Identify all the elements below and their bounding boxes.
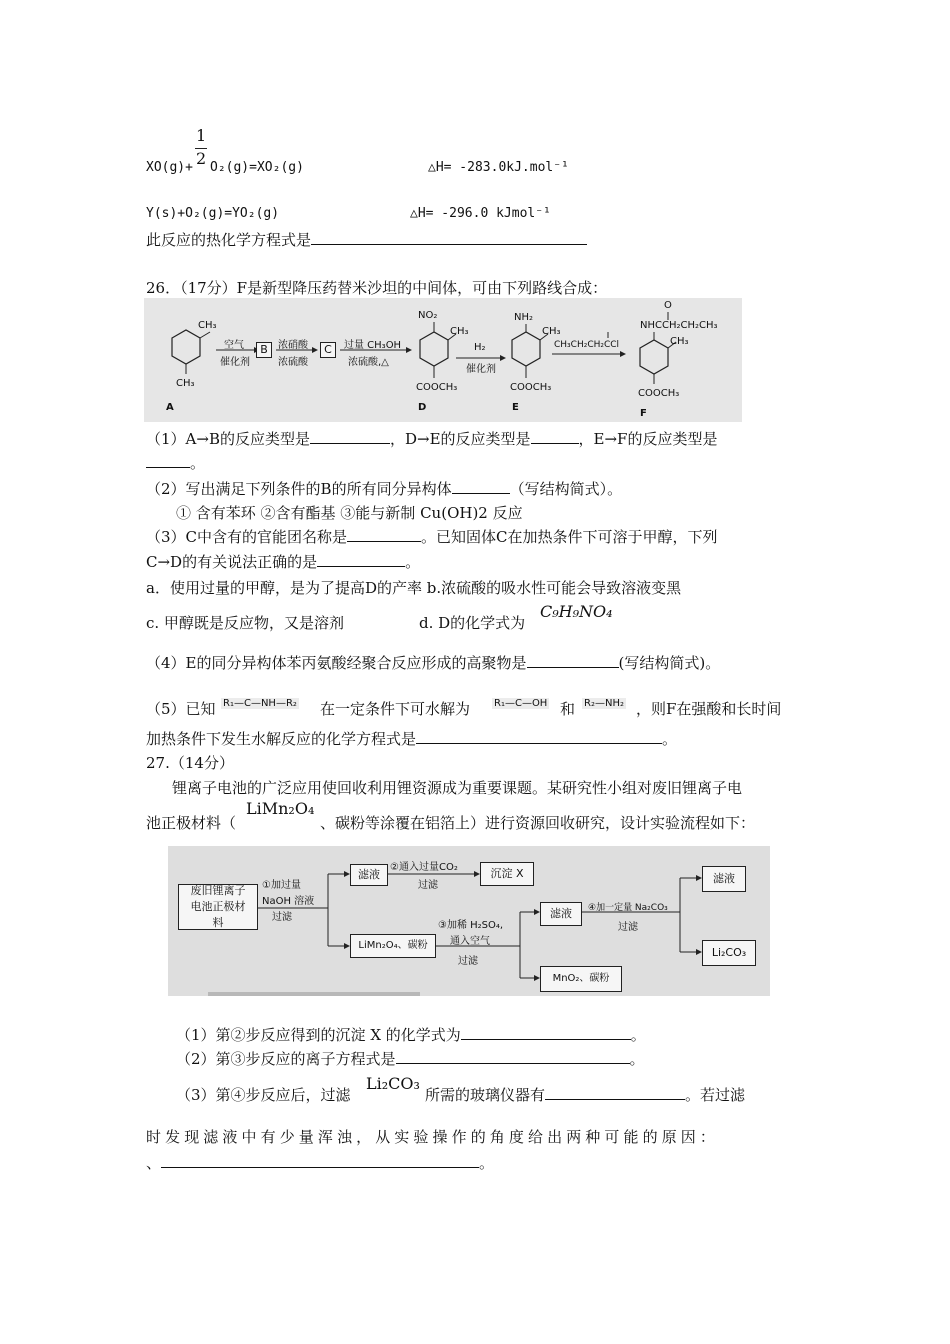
scan-artifact (208, 992, 420, 996)
arrowhead-4 (500, 355, 506, 361)
answer-blank[interactable] (527, 653, 619, 668)
fraction-denominator: 2 (196, 149, 207, 168)
q26-part3: （3）C中含有的官能团名称是 。已知固体C在加热条件下可溶于甲醇，下列 (146, 528, 718, 546)
a-ch3-bottom: CH₃ (176, 378, 195, 389)
benzene-ring-d (420, 332, 448, 366)
f-top: NHCCH₂CH₂CH₃ (640, 320, 718, 331)
step2-top: 浓硝酸 (278, 340, 308, 351)
answer-blank[interactable] (310, 429, 390, 444)
filtrate-1-box: 滤液 (350, 864, 388, 886)
benzene-ring-e (512, 332, 540, 366)
q27-part1: （1）第②步反应得到的沉淀 X 的化学式为 。 (176, 1026, 646, 1044)
compound-c-box: C (320, 342, 336, 358)
step1-a: ①加过量 (262, 880, 301, 891)
q27-part2: （2）第③步反应的离子方程式是 。 (176, 1050, 645, 1068)
step4-a: ④加一定量 Na₂CO₃ (588, 903, 668, 913)
q26-option-d: d. D的化学式为 (419, 614, 526, 632)
eq2: Y(s)+O₂(g)=YO₂(g) (146, 206, 280, 221)
f-o: O (664, 300, 672, 311)
step1-bottom: 催化剂 (220, 357, 250, 368)
eq2-enthalpy: △H= -296.0 kJmol⁻¹ (410, 206, 551, 221)
acid-formula: R₁—C—OH (494, 698, 548, 709)
q26-part5-text: 在一定条件下可水解为 (320, 700, 471, 718)
q27-part3e: 、 。 (146, 1154, 495, 1172)
mno2-box: MnO₂、碳粉 (540, 966, 622, 992)
step3-top: 过量 CH₃OH (344, 340, 402, 351)
d-no2: NO₂ (418, 310, 438, 321)
answer-blank[interactable] (347, 527, 421, 542)
fraction-numerator: 1 (196, 126, 207, 145)
benzene-ring-f (640, 340, 668, 374)
eq1-enthalpy: △H= -283.0kJ.mol⁻¹ (428, 160, 569, 175)
f-cooch3: COOCH₃ (638, 388, 680, 399)
label-f: F (640, 408, 647, 419)
step4-bottom: 催化剂 (466, 364, 496, 375)
d-ch3: CH₃ (450, 326, 469, 337)
filtrate-2-box: 滤液 (540, 902, 582, 926)
bond-a1 (200, 332, 210, 338)
step1-c: 过滤 (272, 912, 292, 923)
q26-part4: （4）E的同分异构体苯丙氨酸经聚合反应形成的高聚物是 (写结构简式)。 (146, 654, 721, 672)
step3-a: ③加稀 H₂SO₄, (438, 920, 504, 931)
step1-top: 空气 (224, 340, 244, 351)
step3-bottom: 浓硫酸,△ (348, 357, 389, 368)
start-box: 废旧锂离子电池正极材料 (178, 884, 258, 930)
q27-intro-2b: 、碳粉等涂覆在铝箔上）进行资源回收研究，设计实验流程如下： (320, 814, 756, 832)
precipitate-x-box: 沉淀 X (480, 862, 534, 886)
e-ch3: CH₃ (542, 326, 561, 337)
q26-part1: （1）A→B的反应类型是 ，D→E的反应类型是 ，E→F的反应类型是 (146, 430, 718, 448)
formula-d: C₉H₉NO₄ (540, 602, 613, 621)
q27-part3a: （3）第④步反应后，过滤 (176, 1086, 351, 1104)
step4-top: H₂ (474, 342, 486, 353)
q27-intro-2a: 池正极材料（ (146, 814, 237, 832)
q27-part3b: 所需的玻璃仪器有 。若过滤 (425, 1086, 746, 1104)
step4-b: 过滤 (618, 922, 638, 933)
answer-blank[interactable] (146, 453, 190, 468)
d-cooch3: COOCH₃ (416, 382, 458, 393)
q26-part5b: 加热条件下发生水解反应的化学方程式是 。 (146, 730, 678, 748)
q26-part5-tail: ，则F在强酸和长时间 (636, 700, 782, 718)
a-ch3-top: CH₃ (198, 320, 217, 331)
eq1-left: XO(g)+ (146, 160, 193, 175)
step2-a: ②通入过量CO₂ (390, 862, 458, 873)
answer-blank[interactable] (396, 1049, 630, 1064)
q26-part1-end: 。 (146, 452, 205, 473)
synthesis-scheme (144, 298, 742, 422)
answer-blank[interactable] (531, 429, 579, 444)
step2-bottom: 浓硫酸 (278, 357, 308, 368)
answer-blank[interactable] (311, 230, 587, 245)
q26-part5-label: （5）已知 (146, 700, 216, 718)
q26-option-c: c. 甲醇既是反应物，又是溶剂 (146, 614, 344, 632)
q26-part2-conditions: ① 含有苯环 ②含有酯基 ③能与新制 Cu(OH)2 反应 (176, 504, 523, 522)
benzene-ring-a (172, 330, 200, 364)
compound-b-box: B (256, 342, 272, 358)
e-cooch3: COOCH₃ (510, 382, 552, 393)
step2-b: 过滤 (418, 880, 438, 891)
answer-blank[interactable] (317, 552, 405, 567)
step3-c: 过滤 (458, 956, 478, 967)
answer-blank[interactable] (416, 729, 662, 744)
q26-part2: （2）写出满足下列条件的B的所有同分异构体 （写结构简式）。 (146, 480, 623, 498)
f-ch3: CH₃ (670, 336, 689, 347)
eq1-right: O₂(g)=XO₂(g) (210, 160, 304, 175)
flow-chart (168, 846, 770, 996)
e-nh2: NH₂ (514, 312, 534, 323)
step5-top: CH₃CH₂CH₂CCl (554, 340, 620, 350)
q26-option-a-b: a．使用过量的甲醇，是为了提高D的产率 b.浓硫酸的吸水性可能会导致溶液变黑 (146, 579, 682, 597)
answer-blank[interactable] (452, 479, 510, 494)
q27-intro-1: 锂离子电池的广泛应用使回收利用锂资源成为重要课题。某研究性小组对废旧锂离子电 (172, 779, 743, 797)
label-a: A (166, 402, 174, 413)
li2co3-formula: Li₂CO₃ (366, 1074, 420, 1093)
q26-part5-and: 和 (560, 700, 576, 718)
label-d: D (418, 402, 427, 413)
q26-part3b: C→D的有关说法正确的是 。 (146, 553, 421, 571)
li2co3-box: Li₂CO₃ (702, 940, 756, 966)
arrowhead-2 (312, 347, 318, 353)
solid-1-box: LiMn₂O₄、碳粉 (350, 934, 436, 958)
label-e: E (512, 402, 519, 413)
q26-title: 26．（17分）F是新型降压药替米沙坦的中间体，可由下列路线合成： (146, 279, 608, 297)
limn2o4-formula: LiMn₂O₄ (246, 799, 315, 818)
arrowhead-3 (406, 347, 412, 353)
q27-part3d: 时发现滤液中有少量浑浊，从实验操作的角度给出两种可能的原因： (146, 1128, 720, 1146)
q25-prompt: 此反应的热化学方程式是 (146, 229, 587, 250)
amine-formula: R₂—NH₂ (584, 698, 624, 709)
step3-b: 通入空气 (450, 936, 490, 947)
arrowhead-5 (620, 351, 626, 357)
amide-formula: R₁—C—NH—R₂ (223, 698, 297, 709)
filtrate-3-box: 滤液 (702, 866, 746, 892)
q27-title: 27.（14分） (146, 754, 234, 772)
step1-b: NaOH 溶液 (262, 896, 315, 907)
answer-blank[interactable] (161, 1153, 479, 1168)
answer-blank[interactable] (461, 1025, 631, 1040)
answer-blank[interactable] (545, 1085, 685, 1100)
